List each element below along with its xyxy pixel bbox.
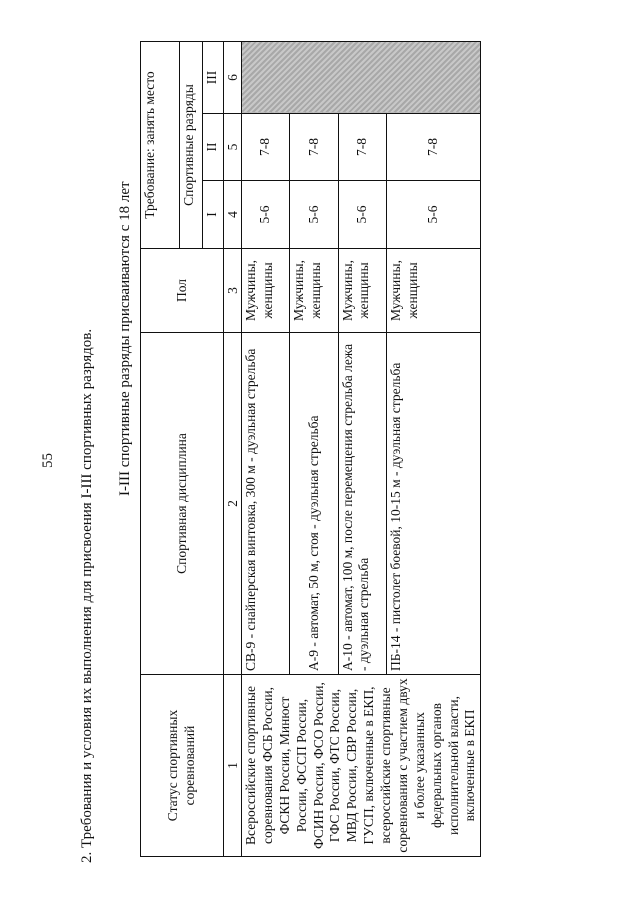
- header-status: Статус спортивных соревнований: [141, 675, 224, 857]
- column-number-5: 5: [224, 114, 242, 181]
- ranks-table: [140, 41, 481, 857]
- header-ranks: Спортивные разряды: [180, 41, 203, 248]
- rank-2-cell: 7-8: [242, 114, 290, 181]
- rank-2-cell: 7-8: [386, 114, 480, 181]
- column-number-1: 1: [224, 675, 242, 857]
- discipline-cell: А-10 - автомат, 100 м, после перемещения стрельба лежа - дуэльная стрельба: [338, 333, 386, 675]
- header-gender: Пол: [141, 249, 224, 333]
- discipline-cell: ПБ-14 - пистолет боевой, 10-15 м - дуэльная стрельба: [386, 333, 480, 675]
- discipline-cell: А-9 - автомат, 50 м, стоя - дуэльная стрельба: [290, 333, 338, 675]
- section-heading: 2. Требования и условия их выполнения для присвоения I-III спортивных разрядов.: [79, 328, 95, 863]
- table-caption: I-III спортивные разряды присваиваются с 18 лет: [117, 181, 133, 496]
- gender-cell: Мужчины, женщины: [338, 249, 386, 333]
- rank-1-cell: 5-6: [290, 181, 338, 249]
- header-rank-3: III: [203, 41, 224, 113]
- gender-cell: Мужчины, женщины: [386, 249, 480, 333]
- rank-1-cell: 5-6: [338, 181, 386, 249]
- rank-3-cell-shaded: [242, 41, 481, 113]
- column-number-2: 2: [224, 333, 242, 675]
- header-rank-2: II: [203, 114, 224, 181]
- gender-cell: Мужчины, женщины: [242, 249, 290, 333]
- rank-1-cell: 5-6: [242, 181, 290, 249]
- header-rank-1: I: [203, 181, 224, 249]
- header-requirement: Требование: занять место: [141, 41, 180, 248]
- rank-1-cell: 5-6: [386, 181, 480, 249]
- page-number: 55: [40, 453, 56, 468]
- discipline-cell: СВ-9 - снайперская винтовка, 300 м - дуэльная стрельба: [242, 333, 290, 675]
- rank-2-cell: 7-8: [290, 114, 338, 181]
- gender-cell: Мужчины, женщины: [290, 249, 338, 333]
- header-discipline: Спортивная дисциплина: [141, 333, 224, 675]
- column-number-4: 4: [224, 181, 242, 249]
- rank-2-cell: 7-8: [338, 114, 386, 181]
- status-cell: Всероссийские спортивные соревнования ФСБ России, ФСКН России, Минюст России, ФССП России, ФСИН России, ФСО России, ГФС России, ФТС России, МВД России, СВР России, ГУСП, включенные в ЕКП, всероссийские спортивные соревнования с участием двух и более указанных федеральных органов исполнительной власти, включенные в ЕКП: [242, 675, 481, 857]
- column-number-6: 6: [224, 41, 242, 113]
- column-number-3: 3: [224, 249, 242, 333]
